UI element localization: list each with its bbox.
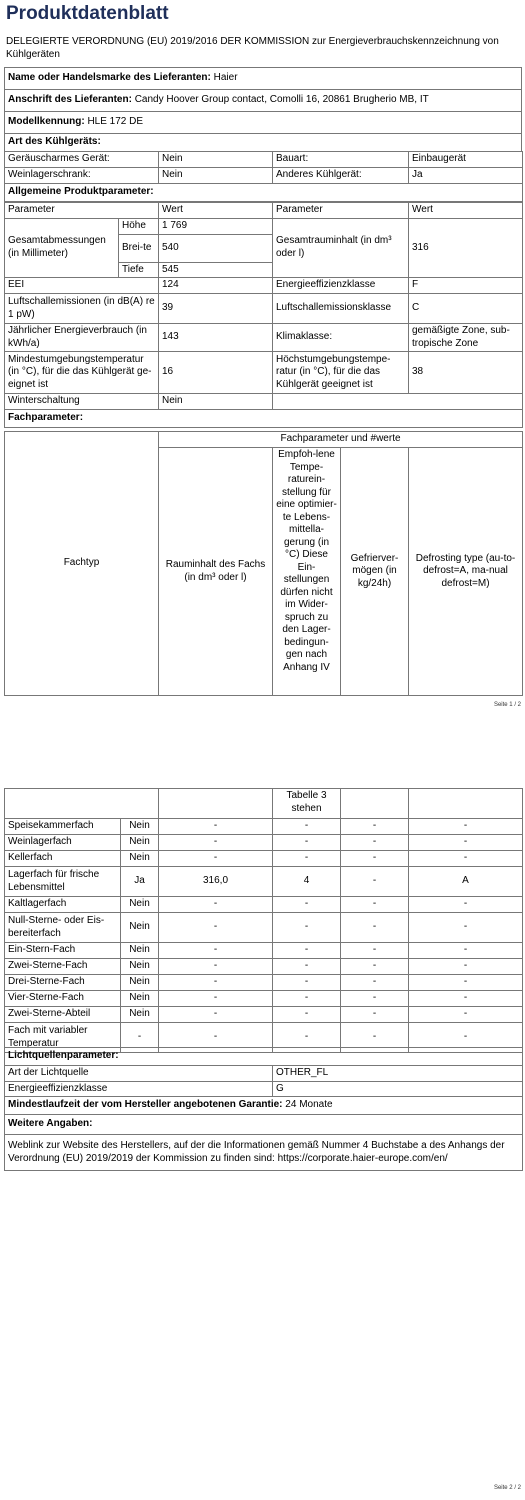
param-label: EEI xyxy=(5,278,159,294)
cell-value: Einbaugerät xyxy=(409,152,523,168)
compartment-freezing: - xyxy=(341,851,409,867)
table-row xyxy=(5,294,523,324)
compartment-temperature: - xyxy=(273,835,341,851)
page-title: Produktdatenblatt xyxy=(6,3,169,24)
dims-label: Gesamtabmessungen (in Millimeter) xyxy=(5,218,119,278)
column-header-type: Fachtyp xyxy=(5,432,159,696)
table-row xyxy=(5,278,523,294)
column-header: Wert xyxy=(159,203,273,219)
param-value: gemäßigte Zone, sub-tropische Zone xyxy=(409,324,523,352)
column-header-defrost: Defrosting type (au-to-defrost=A, ma-nual defrost=M) xyxy=(409,448,523,696)
light-class-label: Energieeffizienzklasse xyxy=(5,1081,273,1097)
compartment-freezing: - xyxy=(341,1007,409,1023)
empty-cell xyxy=(409,789,523,819)
dim-label: Tiefe xyxy=(119,262,159,278)
compartment-present: Ja xyxy=(121,867,159,897)
compartment-present: Nein xyxy=(121,851,159,867)
compartment-present: Nein xyxy=(121,835,159,851)
compartment-volume: - xyxy=(159,943,273,959)
supplier-name-row xyxy=(5,68,522,90)
guarantee-label: Mindestlaufzeit der vom Hersteller angebotenen Garantie: xyxy=(8,1099,283,1111)
compartment-temperature: - xyxy=(273,1007,341,1023)
compartment-freezing: - xyxy=(341,913,409,943)
compartment-present: Nein xyxy=(121,991,159,1007)
light-type-label: Art der Lichtquelle xyxy=(5,1066,273,1082)
compartment-defrost: - xyxy=(409,1023,523,1053)
compartment-name: Null-Sterne- oder Eis-bereiterfach xyxy=(5,913,121,943)
page-number: Seite 2 / 2 xyxy=(493,1485,521,1491)
compartment-name: Kellerfach xyxy=(5,851,121,867)
light-class-value: G xyxy=(273,1081,523,1097)
param-value: C xyxy=(409,294,523,324)
compartment-row xyxy=(5,991,523,1007)
compartment-present: - xyxy=(121,1023,159,1053)
param-value: 38 xyxy=(409,352,523,394)
general-heading: Allgemeine Produktparameter: xyxy=(5,184,523,202)
compartment-present: Nein xyxy=(121,913,159,943)
compartment-defrost: - xyxy=(409,835,523,851)
column-header-temperature: Empfoh-lene Tempe-raturein-stellung für eine optimier-te Lebens-mittella-gerung (in °C) Diese Ein-stellungen dürfen nicht im Wider-spruch zu den Lager-bedingun-gen nach Anhang IV xyxy=(273,448,341,696)
compartment-temperature: - xyxy=(273,1023,341,1053)
compartment-freezing: - xyxy=(341,835,409,851)
cell-label: Anderes Kühlgerät: xyxy=(273,168,409,184)
cell-label: Bauart: xyxy=(273,152,409,168)
supplier-address-label: Anschrift des Lieferanten: xyxy=(8,94,132,106)
compartment-name: Lagerfach für frische Lebensmittel xyxy=(5,867,121,897)
compartment-volume: - xyxy=(159,897,273,913)
compartment-defrost: - xyxy=(409,819,523,835)
regulation-text: DELEGIERTE VERORDNUNG (EU) 2019/2016 DER KOMMISSION zur Energieverbrauchskennzeichnung von Kühlgeräten xyxy=(6,36,499,60)
compartment-temperature: - xyxy=(273,991,341,1007)
further-text: Weblink zur Website des Herstellers, auf der die Informationen gemäß Nummer 4 Buchstabe a des Anhangs der Verordnung (EU) 2019/2019 der Kommission zu finden sind: https://corporate.haier-europe.com/en/ xyxy=(5,1135,523,1171)
compartment-temperature: - xyxy=(273,819,341,835)
compartment-name: Zwei-Sterne-Abteil xyxy=(5,1007,121,1023)
compartment-freezing: - xyxy=(341,943,409,959)
page-number: Seite 1 / 2 xyxy=(493,702,521,708)
empty-cell xyxy=(273,394,523,410)
compartment-present: Nein xyxy=(121,975,159,991)
supplier-name-value: Haier xyxy=(213,72,238,84)
page-1 xyxy=(0,0,525,745)
param-value: 143 xyxy=(159,324,273,352)
param-label: Mindestumgebungstemperatur (in °C), für die das Kühlgerät ge-eignet ist xyxy=(5,352,159,394)
compartment-volume: - xyxy=(159,991,273,1007)
supplier-address-value: Candy Hoover Group contact, Comolli 16, 20861 Brugherio MB, IT xyxy=(134,94,429,106)
compartment-row xyxy=(5,959,523,975)
supplier-address-row xyxy=(5,90,522,112)
param-value: 39 xyxy=(159,294,273,324)
light-type-value: OTHER_FL xyxy=(273,1066,523,1082)
table-row xyxy=(5,152,523,168)
compartment-present: Nein xyxy=(121,959,159,975)
compartment-row xyxy=(5,851,523,867)
compartment-defrost: - xyxy=(409,1007,523,1023)
model-value: HLE 172 DE xyxy=(87,116,144,128)
param-label: Klimaklasse: xyxy=(273,324,409,352)
empty-cell xyxy=(341,789,409,819)
compartment-temperature: - xyxy=(273,851,341,867)
table-header-row xyxy=(5,203,523,219)
table-row xyxy=(5,1066,523,1082)
column-header: Wert xyxy=(409,203,523,219)
compartments-header-table xyxy=(4,431,523,696)
compartment-volume: - xyxy=(159,819,273,835)
model-row xyxy=(5,112,522,134)
table-row xyxy=(5,324,523,352)
compartment-volume: - xyxy=(159,851,273,867)
param-value: 124 xyxy=(159,278,273,294)
table-row xyxy=(5,352,523,394)
compartment-freezing: - xyxy=(341,819,409,835)
compartment-present: Nein xyxy=(121,819,159,835)
compartment-name: Weinlagerfach xyxy=(5,835,121,851)
supplier-name-label: Name oder Handelsmarke des Lieferanten: xyxy=(8,72,211,84)
column-header-freezing: Gefrierver-mögen (in kg/24h) xyxy=(341,448,409,696)
appliance-type-table xyxy=(4,151,523,202)
column-header: Parameter xyxy=(5,203,159,219)
group-header: Fachparameter und #werte xyxy=(159,432,523,448)
page-2 xyxy=(0,745,525,1500)
compartment-name: Vier-Sterne-Fach xyxy=(5,991,121,1007)
cell-value: Nein xyxy=(159,168,273,184)
compartment-row xyxy=(5,913,523,943)
cell-label: Geräuscharmes Gerät: xyxy=(5,152,159,168)
appliance-type-heading: Art des Kühlgeräts: xyxy=(5,134,522,152)
param-value: Nein xyxy=(159,394,273,410)
compartment-row xyxy=(5,943,523,959)
compartment-volume: - xyxy=(159,959,273,975)
model-label: Modellkennung: xyxy=(8,116,85,128)
compartment-volume: - xyxy=(159,975,273,991)
compartment-row xyxy=(5,975,523,991)
compartment-defrost: - xyxy=(409,913,523,943)
compartment-row xyxy=(5,867,523,897)
param-label: Luftschallemissionsklasse xyxy=(273,294,409,324)
dim-value: 1 769 xyxy=(159,218,273,234)
compartment-name: Drei-Sterne-Fach xyxy=(5,975,121,991)
compartment-temperature: 4 xyxy=(273,867,341,897)
compartment-name: Fach mit variabler Temperatur xyxy=(5,1023,121,1053)
compartment-temperature: - xyxy=(273,913,341,943)
compartment-freezing: - xyxy=(341,897,409,913)
supplier-table xyxy=(4,67,522,152)
param-label: Jährlicher Energieverbrauch (in kWh/a) xyxy=(5,324,159,352)
column-header: Parameter xyxy=(273,203,409,219)
compartment-defrost: A xyxy=(409,867,523,897)
dim-label: Brei-te xyxy=(119,234,159,262)
compartment-defrost: - xyxy=(409,851,523,867)
compartment-freezing: - xyxy=(341,867,409,897)
compartment-defrost: - xyxy=(409,959,523,975)
compartment-present: Nein xyxy=(121,897,159,913)
table-row xyxy=(5,1081,523,1097)
param-value: 16 xyxy=(159,352,273,394)
dim-label: Höhe xyxy=(119,218,159,234)
dim-value: 545 xyxy=(159,262,273,278)
param-label: Luftschallemissionen (in dB(A) re 1 pW) xyxy=(5,294,159,324)
param-label: Höchstumgebungstempe-ratur (in °C), für die das Kühlgerät geeignet ist xyxy=(273,352,409,394)
guarantee-value: 24 Monate xyxy=(285,1099,333,1111)
compartment-defrost: - xyxy=(409,897,523,913)
tail-table xyxy=(4,1047,523,1171)
compartment-present: Nein xyxy=(121,943,159,959)
compartment-defrost: - xyxy=(409,943,523,959)
compartment-name: Ein-Stern-Fach xyxy=(5,943,121,959)
cell-label: Weinlagerschrank: xyxy=(5,168,159,184)
compartment-temperature: - xyxy=(273,943,341,959)
compartment-volume: - xyxy=(159,835,273,851)
compartment-row xyxy=(5,1007,523,1023)
compartment-freezing: - xyxy=(341,975,409,991)
compartments-table xyxy=(4,788,523,1053)
cell-value: Nein xyxy=(159,152,273,168)
compartment-temperature: - xyxy=(273,959,341,975)
volume-value: 316 xyxy=(409,218,523,278)
compartment-defrost: - xyxy=(409,975,523,991)
param-value: F xyxy=(409,278,523,294)
further-heading: Weitere Angaben: xyxy=(5,1115,523,1135)
table-row xyxy=(5,394,523,410)
table-row xyxy=(5,168,523,184)
empty-cell xyxy=(159,789,273,819)
compartment-volume: - xyxy=(159,1007,273,1023)
empty-cell xyxy=(5,789,159,819)
compartment-name: Kaltlagerfach xyxy=(5,897,121,913)
column-header-temperature-cont: Tabelle 3 stehen xyxy=(273,789,341,819)
compartments-heading: Fachparameter: xyxy=(5,410,523,428)
compartment-temperature: - xyxy=(273,975,341,991)
compartment-volume: - xyxy=(159,1023,273,1053)
general-table xyxy=(4,202,523,428)
compartment-freezing: - xyxy=(341,959,409,975)
compartment-volume: - xyxy=(159,913,273,943)
volume-label: Gesamtrauminhalt (in dm³ oder l) xyxy=(273,218,409,278)
cell-value: Ja xyxy=(409,168,523,184)
column-header-volume: Rauminhalt des Fachs (in dm³ oder l) xyxy=(159,448,273,696)
dim-value: 540 xyxy=(159,234,273,262)
light-heading: Lichtquellenparameter: xyxy=(5,1048,523,1066)
compartment-volume: 316,0 xyxy=(159,867,273,897)
compartment-temperature: - xyxy=(273,897,341,913)
param-label: Energieeffizienzklasse xyxy=(273,278,409,294)
compartment-row xyxy=(5,835,523,851)
compartment-row xyxy=(5,897,523,913)
compartment-row xyxy=(5,819,523,835)
param-label: Winterschaltung xyxy=(5,394,159,410)
compartment-defrost: - xyxy=(409,991,523,1007)
compartment-name: Speisekammerfach xyxy=(5,819,121,835)
compartment-present: Nein xyxy=(121,1007,159,1023)
compartment-freezing: - xyxy=(341,1023,409,1053)
guarantee-row xyxy=(5,1097,523,1115)
compartment-name: Zwei-Sterne-Fach xyxy=(5,959,121,975)
compartment-freezing: - xyxy=(341,991,409,1007)
